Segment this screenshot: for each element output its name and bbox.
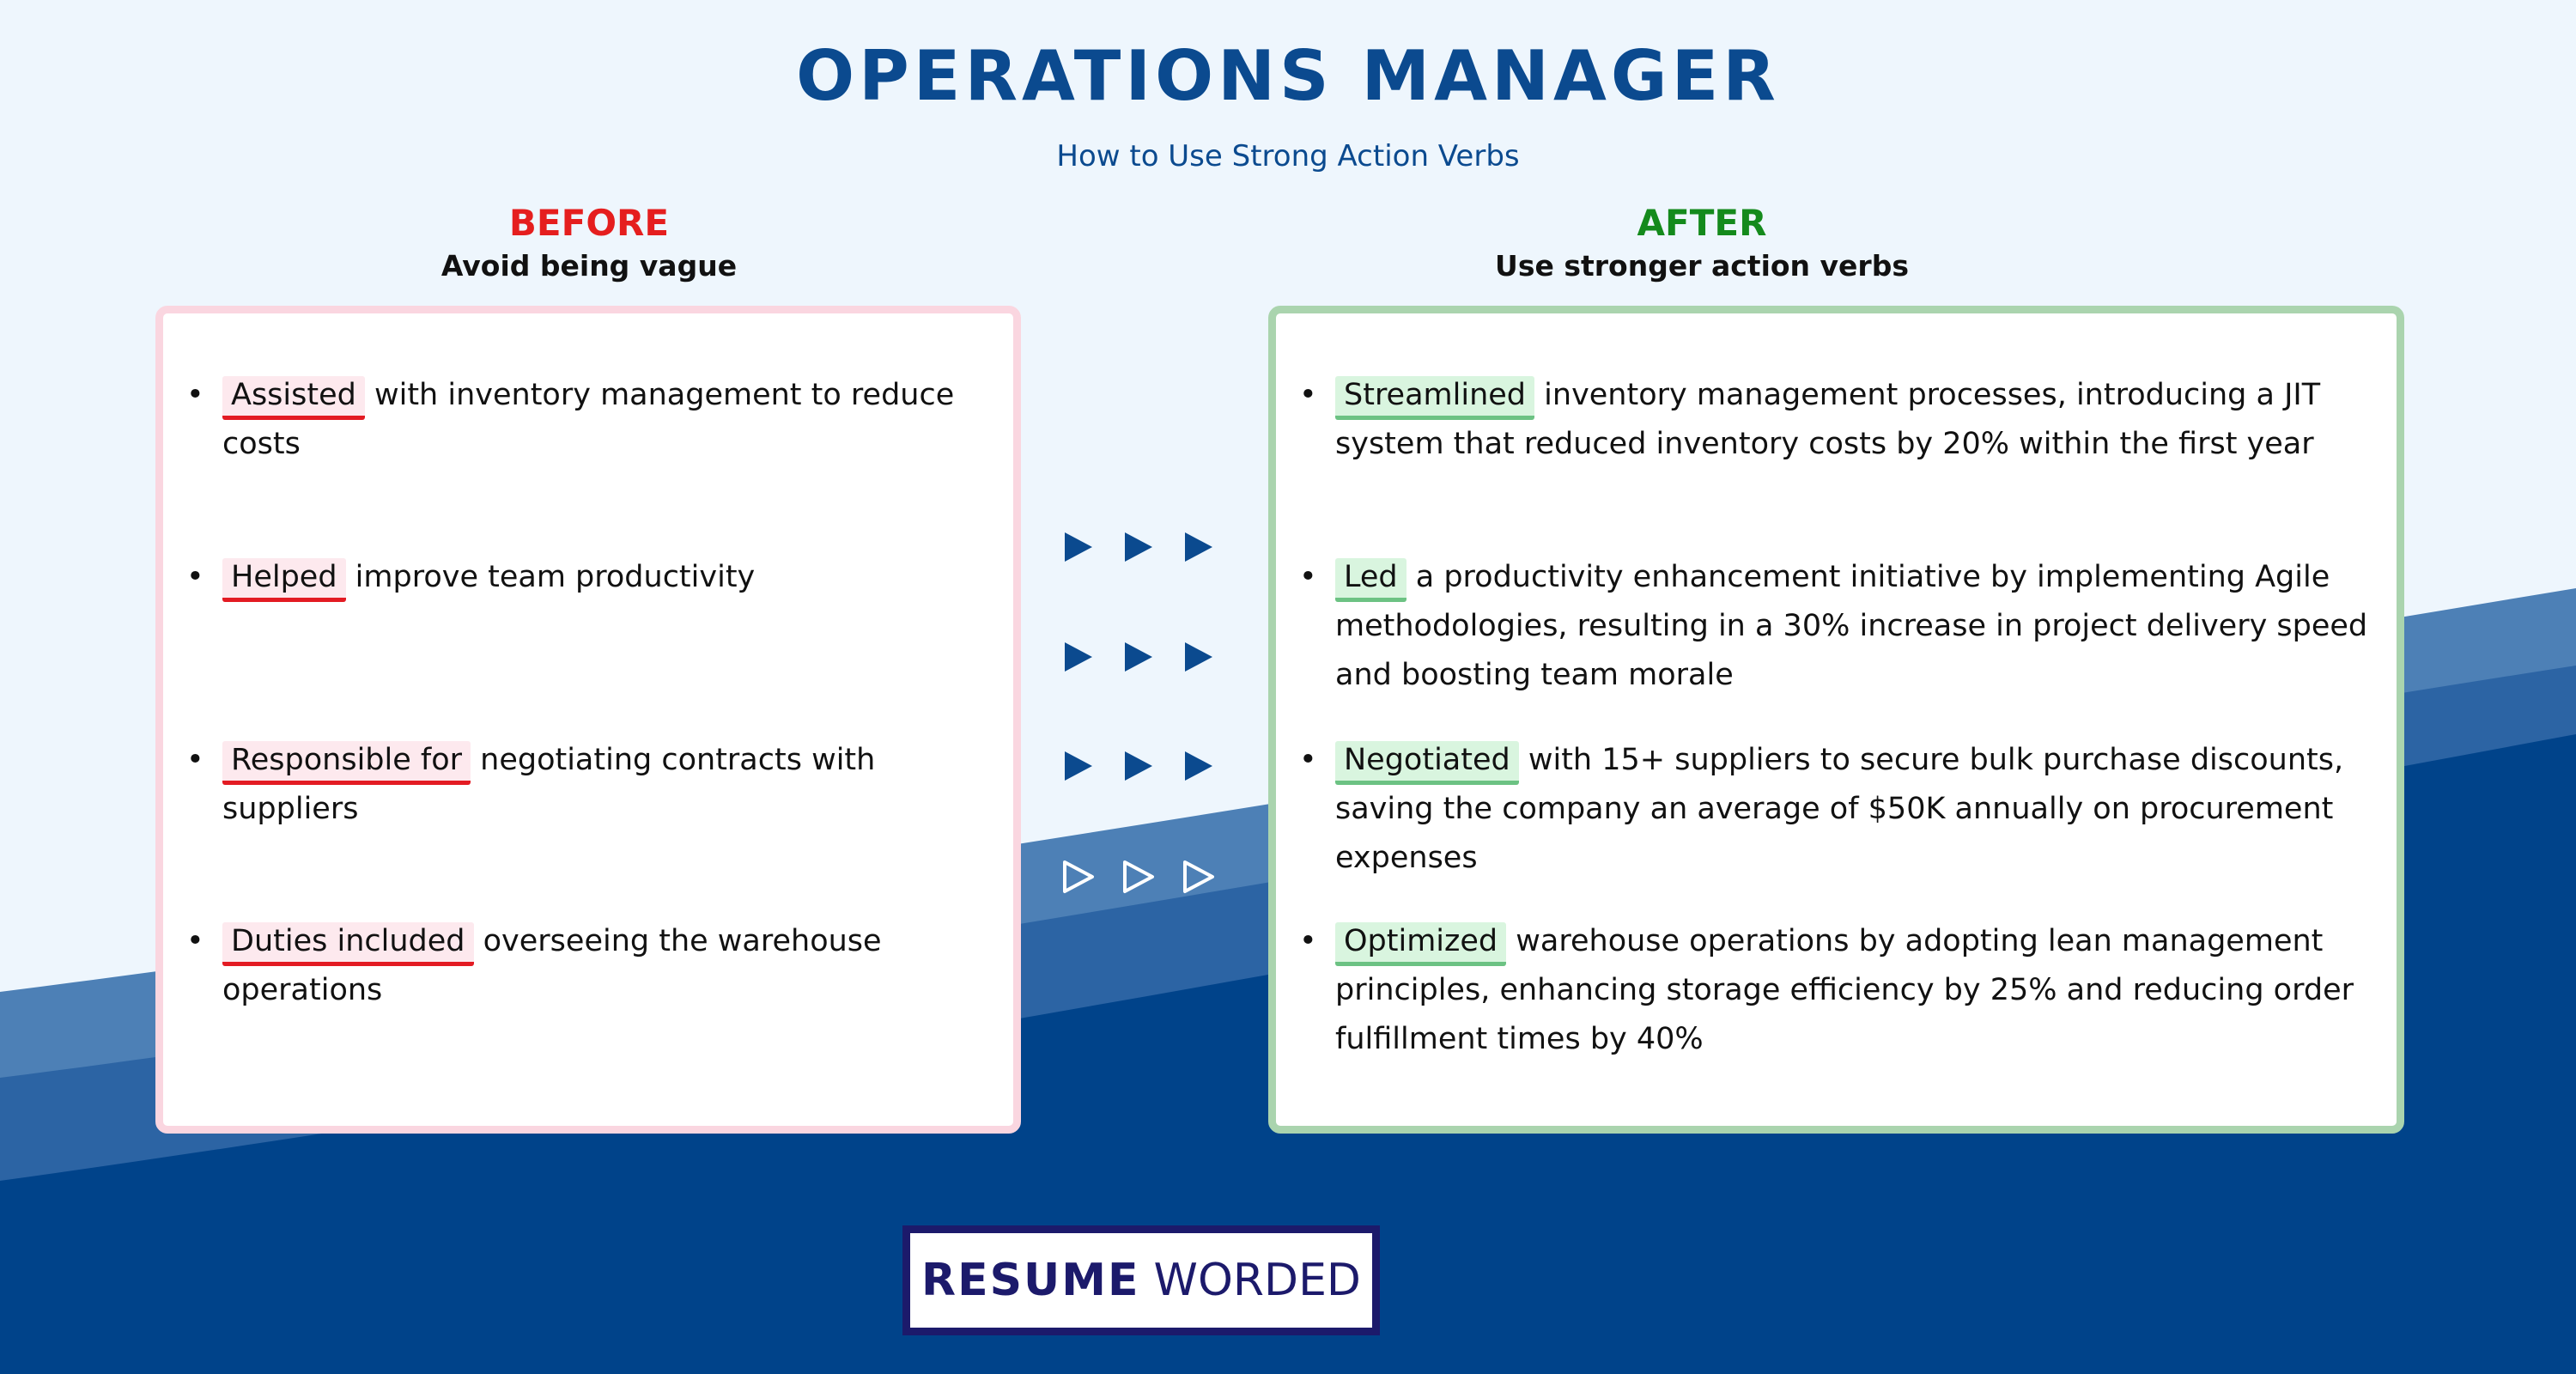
bullet-dot: • — [1299, 924, 1317, 958]
item-text: improve team productivity — [345, 560, 756, 594]
page-title: OPERATIONS MANAGER — [796, 36, 1780, 116]
weak-verb: Assisted — [222, 376, 365, 420]
arrow-row — [1061, 526, 1216, 568]
page-subtitle: How to Use Strong Action Verbs — [1056, 139, 1520, 173]
play-triangle-icon — [1061, 748, 1096, 784]
bullet-dot: • — [186, 378, 204, 412]
play-triangle-outline-icon — [1121, 859, 1156, 895]
logo-light-text: WORDED — [1153, 1255, 1361, 1306]
item-text: with inventory management to reduce costs — [222, 378, 955, 461]
arrow-row — [1061, 855, 1216, 898]
after-header — [1268, 199, 2136, 285]
before-item — [186, 917, 1012, 1015]
bullet-dot: • — [186, 560, 204, 594]
item-text: overseeing the warehouse operations — [222, 924, 882, 1007]
strong-verb: Optimized — [1335, 922, 1506, 966]
after-sublabel: Use stronger action verbs — [1495, 249, 1909, 283]
after-label: AFTER — [1637, 202, 1767, 244]
item-text: negotiating contracts with suppliers — [222, 743, 876, 826]
before-card — [155, 306, 1021, 1134]
logo-inner — [910, 1233, 1372, 1328]
play-triangle-icon — [1121, 639, 1156, 675]
play-triangle-icon — [1121, 529, 1156, 565]
play-triangle-icon — [1061, 639, 1096, 675]
logo-bold-text: RESUME — [921, 1255, 1140, 1306]
play-triangle-icon — [1182, 639, 1216, 675]
resume-worded-logo — [902, 1225, 1380, 1335]
play-triangle-outline-icon — [1182, 859, 1216, 895]
weak-verb: Responsible for — [222, 741, 471, 785]
before-item — [186, 553, 1012, 602]
play-triangle-outline-icon — [1061, 859, 1096, 895]
after-item — [1299, 736, 2396, 883]
before-item — [186, 736, 1012, 834]
play-triangle-icon — [1182, 529, 1216, 565]
bullet-dot: • — [186, 743, 204, 777]
item-text: warehouse operations by adopting lean management principles, enhancing storage efficiency by 25% and reducing order fulfillment times by 40% — [1335, 924, 2354, 1056]
arrow-row — [1061, 635, 1216, 678]
after-card — [1268, 306, 2404, 1134]
play-triangle-icon — [1182, 748, 1216, 784]
weak-verb: Duties included — [222, 922, 474, 966]
before-sublabel: Avoid being vague — [440, 249, 738, 283]
before-header — [155, 199, 1023, 285]
item-text: a productivity enhancement initiative by implementing Agile methodologies, resulting in a 30% increase in project delivery speed and boosting team morale — [1335, 560, 2368, 692]
bullet-dot: • — [1299, 743, 1317, 777]
before-label: BEFORE — [508, 202, 670, 244]
play-triangle-icon — [1061, 529, 1096, 565]
bullet-dot: • — [1299, 378, 1317, 412]
after-item — [1299, 553, 2396, 700]
item-text: inventory management processes, introducing a JIT system that reduced inventory costs by 20% within the first year — [1335, 378, 2321, 461]
bullet-dot: • — [186, 924, 204, 958]
strong-verb: Led — [1335, 558, 1406, 602]
weak-verb: Helped — [222, 558, 346, 602]
before-item — [186, 371, 1012, 469]
play-triangle-icon — [1121, 748, 1156, 784]
strong-verb: Negotiated — [1335, 741, 1519, 785]
item-text: with 15+ suppliers to secure bulk purchase discounts, saving the company an average of $50K annually on procurement expenses — [1335, 743, 2344, 875]
arrow-row — [1061, 745, 1216, 787]
after-item — [1299, 371, 2396, 469]
bullet-dot: • — [1299, 560, 1317, 594]
strong-verb: Streamlined — [1335, 376, 1534, 420]
after-item — [1299, 917, 2396, 1064]
